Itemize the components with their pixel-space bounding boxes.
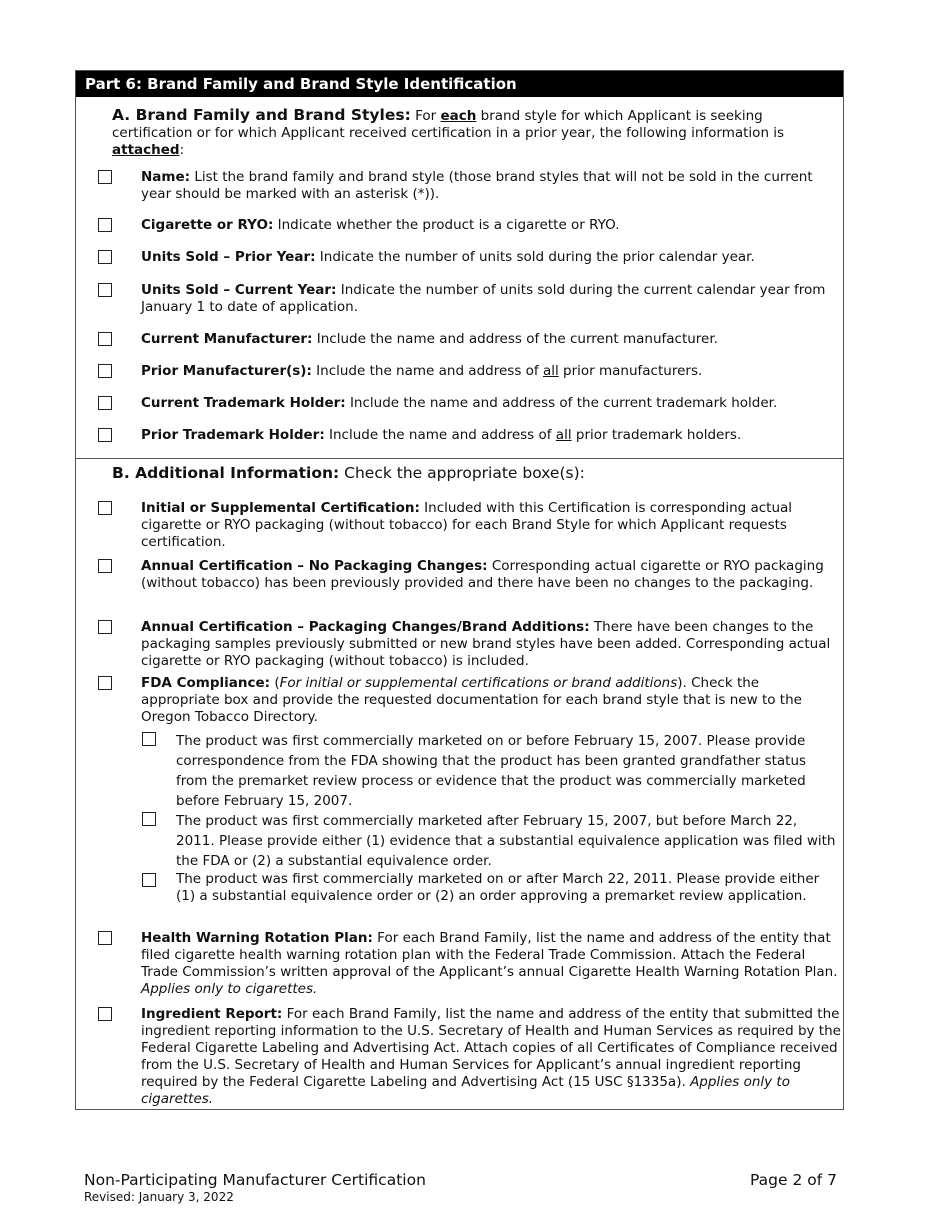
current-trademark-checkbox[interactable]: [98, 396, 112, 410]
item-current-trademark: Current Trademark Holder: Include the name and address of the current trademark holder.: [141, 395, 778, 411]
part6-frame: [75, 70, 844, 1110]
item-name: Name: List the brand family and brand style (those brand styles that will not be sold in the current year should be marked with an asterisk (*)).: [141, 169, 813, 202]
each-emphasis: each: [440, 108, 477, 124]
item-annual-changes: Annual Certification – Packaging Changes/Brand Additions: There have been changes to the packaging samples previously submitted or new brand styles have been added. Corresponding actual cigarette or RYO packaging (without tobacco) is included.: [141, 619, 831, 669]
item-initial-supplemental: Initial or Supplemental Certification: Included with this Certification is corresponding actual cigarette or RYO packaging (without tobacco) for each Brand Style for which Applicant requests certification.: [141, 500, 793, 550]
fda-option-1-checkbox[interactable]: [142, 732, 156, 746]
item-cigarette-ryo: Cigarette or RYO: Indicate whether the product is a cigarette or RYO.: [141, 217, 620, 233]
ingredient-report-checkbox[interactable]: [98, 1007, 112, 1021]
units-prior-checkbox[interactable]: [98, 250, 112, 264]
item-fda-compliance: FDA Compliance: (For initial or supplemental certifications or brand additions). Check the appropriate box and provide the requested documentation for each brand style that is new to the Oregon Tobacco Directory.: [141, 675, 802, 725]
section-b-heading: B. Additional Information: Check the appropriate boxe(s):: [112, 464, 585, 482]
fda-option-2: The product was first commercially marketed after February 15, 2007, but before March 22, 2011. Please provide either (1) evidence that a substantial equivalence application was filed with the FDA or (2) a substantial equivalence order.: [176, 813, 836, 869]
item-current-manufacturer: Current Manufacturer: Include the name and address of the current manufacturer.: [141, 331, 718, 347]
prior-trademark-checkbox[interactable]: [98, 428, 112, 442]
section-a-intro: A. Brand Family and Brand Styles: For each brand style for which Applicant is seeking certification or for which Applicant received certification in a prior year, the following information is attached:: [112, 106, 785, 158]
item-health-warning: Health Warning Rotation Plan: For each Brand Family, list the name and address of the entity that filed cigarette health warning rotation plan with the Federal Trade Commission. Attach the Federal Trade Commission’s written approval of the Applicant’s annual Cigarette Health Warning Rotation Plan. Applies only to cigarettes.: [141, 930, 838, 997]
part-header: Part 6: Brand Family and Brand Style Identification: [76, 71, 843, 97]
name-checkbox[interactable]: [98, 170, 112, 184]
item-ingredient-report: Ingredient Report: For each Brand Family, list the name and address of the entity that submitted the ingredient reporting information to the U.S. Secretary of Health and Human Services as required by the Federal Cigarette Labeling and Advertising Act. Attach copies of all Certificates of Compliance received from the U.S. Secretary of Health and Human Services for Applicant’s annual ingredient reporting required by the Federal Cigarette Labeling and Advertising Act (15 USC §1335a). Applies only to cigarettes.: [141, 1006, 841, 1107]
footer-title: Non-Participating Manufacturer Certification: [84, 1171, 426, 1189]
section-divider: [76, 458, 843, 459]
fda-option-3: The product was first commercially marketed on or after March 22, 2011. Please provide either (1) a substantial equivalence order or (2) an order approving a premarket review application.: [176, 871, 820, 904]
fda-option-3-checkbox[interactable]: [142, 873, 156, 887]
initial-supplemental-checkbox[interactable]: [98, 501, 112, 515]
annual-changes-checkbox[interactable]: [98, 620, 112, 634]
item-prior-trademark: Prior Trademark Holder: Include the name and address of all prior trademark holders.: [141, 427, 742, 443]
fda-option-1: The product was first commercially marketed on or before February 15, 2007. Please provide correspondence from the FDA showing that the product has been granted grandfather status from the premarket review process or evidence that the product was commercially marketed before February 15, 2007.: [176, 733, 807, 809]
section-b-title: B. Additional Information:: [112, 464, 340, 482]
fda-option-2-checkbox[interactable]: [142, 812, 156, 826]
item-units-prior: Units Sold – Prior Year: Indicate the number of units sold during the prior calendar year.: [141, 249, 755, 265]
annual-no-changes-checkbox[interactable]: [98, 559, 112, 573]
page-number: Page 2 of 7: [750, 1171, 837, 1189]
attached-emphasis: attached: [112, 142, 180, 158]
fda-compliance-checkbox[interactable]: [98, 676, 112, 690]
cigarette-ryo-checkbox[interactable]: [98, 218, 112, 232]
current-manufacturer-checkbox[interactable]: [98, 332, 112, 346]
units-current-checkbox[interactable]: [98, 283, 112, 297]
health-warning-checkbox[interactable]: [98, 931, 112, 945]
footer-revised: Revised: January 3, 2022: [84, 1190, 234, 1204]
section-a-title: A. Brand Family and Brand Styles:: [112, 106, 411, 124]
item-prior-manufacturer: Prior Manufacturer(s): Include the name and address of all prior manufacturers.: [141, 363, 703, 379]
prior-manufacturer-checkbox[interactable]: [98, 364, 112, 378]
item-units-current: Units Sold – Current Year: Indicate the number of units sold during the current calendar year from January 1 to date of application.: [141, 282, 826, 315]
item-annual-no-changes: Annual Certification – No Packaging Changes: Corresponding actual cigarette or RYO packaging (without tobacco) has been previously provided and there have been no changes to the packaging.: [141, 558, 824, 591]
